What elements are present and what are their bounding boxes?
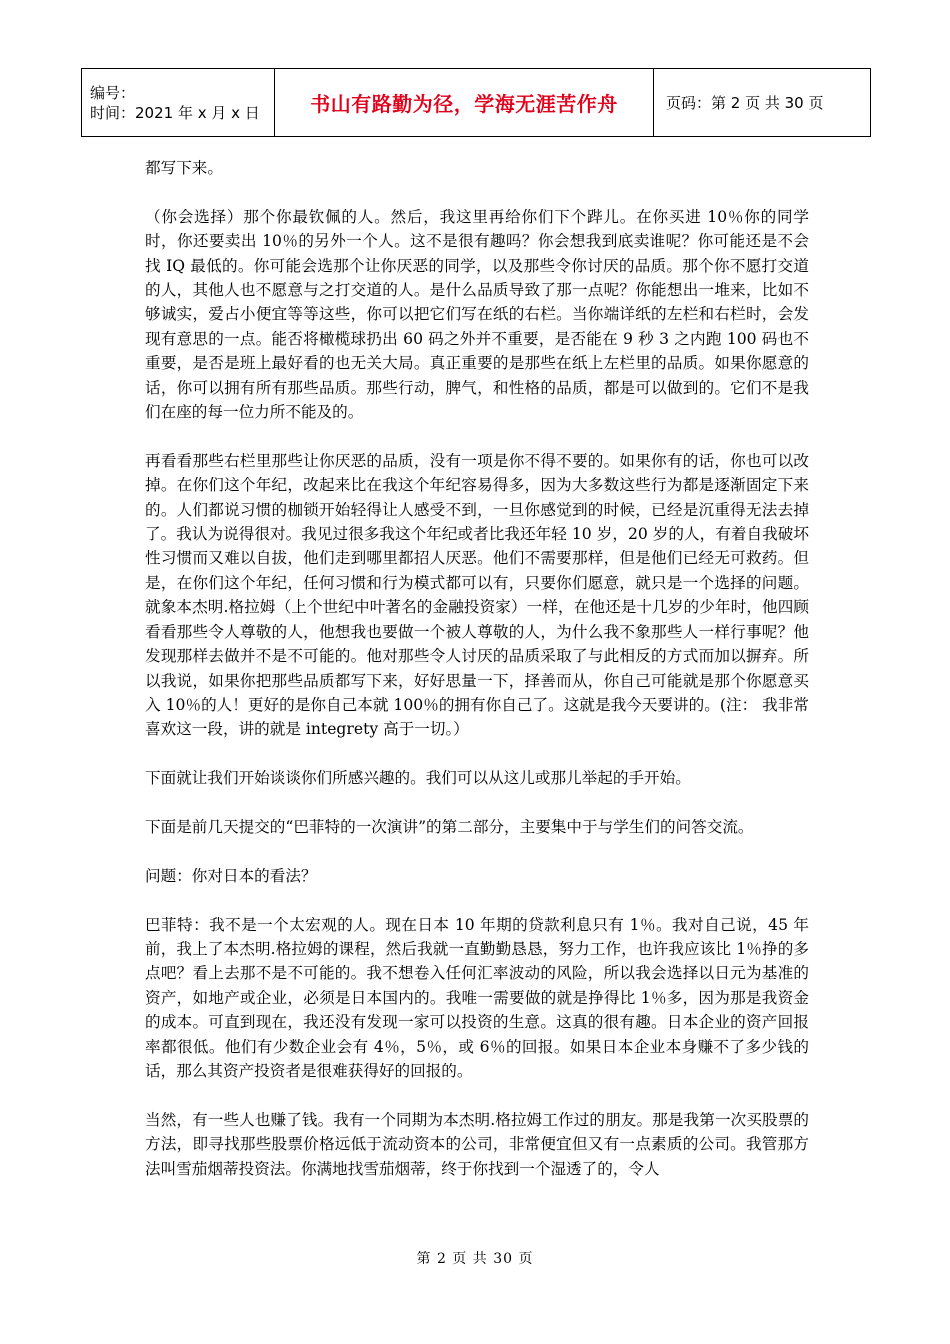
paragraph: 当然，有一些人也赚了钱。我有一个同期为本杰明.格拉姆工作过的朋友。那是我第一次买股票的方法，即寻找那些股票价格远低于流动资本的公司，非常便宜但又有一点素质的公司。我管那方法叫雪茄烟蒂投资法。你满地找雪茄烟蒂，终于你找到一个湿透了的，令人 (145, 1110, 809, 1178)
page-footer: 第 2 页 共 30 页 (416, 1251, 534, 1267)
header-page-cell (654, 69, 871, 137)
paragraph: 都写下来。 (145, 159, 223, 177)
paragraph: （你会选择）那个你最钦佩的人。然后，我这里再给你们下个跸儿。在你买进 10％你的同学时，你还要卖出 10％的另外一个人。这不是很有趣吗？你会想我到底卖谁呢？你可能还是不会找 IQ 最低的。你可能会选那个让你厌恶的同学，以及那些令你讨厌的品质。那个你不愿打交道的人，其他人也不愿意与之打交道的人。是什么品质导致了那一点呢？你能想出一堆来，比如不够诚实，爱占小便宜等等这些，你可以把它们写在纸的右栏。当你端详纸的左栏和右栏时，会发现有意思的一点。能否将橄榄球扔出 60 码之外并不重要，是否能在 9 秒 3 之内跑 100 码也不重要，是否是班上最好看的也无关大局。真正重要的是那些在纸上左栏里的品质。如果你愿意的话，你可以拥有所有那些品质。那些行动，脾气，和性格的品质，都是可以做到的。它们不是我们在座的每一位力所不能及的。 (145, 207, 809, 422)
document-number-label: 编号： (90, 83, 136, 102)
header-motto-cell (275, 69, 654, 137)
header-page-label: 页码：第 2 页 共 30 页 (666, 94, 824, 112)
header-meta-cell (82, 69, 275, 137)
paragraph: 下面就让我们开始谈谈你们所感兴趣的。我们可以从这儿或那儿举起的手开始。 (145, 769, 691, 788)
paragraph: 再看看那些右栏里那些让你厌恶的品质，没有一项是你不得不要的。如果你有的话，你也可以改掉。在你们这个年纪，改起来比在我这个年纪容易得多，因为大多数这些行为都是逐渐固定下来的。人们都说习惯的枷锁开始轻得让人感受不到，一旦你感觉到的时候，已经是沉重得无法去掉了。我认为说得很对。我见过很多我这个年纪或者比我还年轻 10 岁，20 岁的人，有着自我破坏性习惯而又难以自拔，他们走到哪里都招人厌恶。他们不需要那样，但是他们已经无可救药。但是，在你们这个年纪，任何习惯和行为模式都可以有，只要你们愿意，就只是一个选择的问题。就象本杰明.格拉姆（上个世纪中叶著名的金融投资家）一样，在他还是十几岁的少年时，他四顾看看那些令人尊敬的人，他想我也要做一个被人尊敬的人，为什么我不象那些人一样行事呢？他发现那样去做并不是不可能的。他对那些令人讨厌的品质采取了与此相反的方式而加以摒弃。所以我说，如果你把那些品质都写下来，好好思量一下，择善而从，你自己可能就是那个你愿意买入 10％的人！更好的是你自己本就 100％的拥有你自己了。这就是我今天要讲的。(注： 我非常喜欢这一段，讲的就是 integrety 高于一切。） (145, 451, 809, 739)
header-table (81, 68, 871, 137)
paragraph: 下面是前几天提交的“巴菲特的一次演讲”的第二部分，主要集中于与学生们的问答交流。 (145, 817, 754, 836)
document-date-label: 时间：2021 年 x 月 x 日 (90, 103, 260, 122)
paragraph: 巴菲特：我不是一个太宏观的人。现在日本 10 年期的贷款利息只有 1％。我对自己说，45 年前，我上了本杰明.格拉姆的课程，然后我就一直勤勤恳恳，努力工作，也许我应该比 1％挣的多点吧？看上去那不是不可能的。我不想卷入任何汇率波动的风险，所以我会选择以日元为基准的资产，如地产或企业，必须是日本国内的。我唯一需要做的就是挣得比 1％多，因为那是我资金的成本。可直到现在，我还没有发现一家可以投资的生意。这真的很有趣。日本企业的资产回报率都很低。他们有少数企业会有 4％，5％，或 6％的回报。如果日本企业本身赚不了多少钱的话，那么其资产投资者是很难获得好的回报的。 (145, 915, 809, 1080)
header-motto: 书山有路勤为径，学海无涯苦作舟 (310, 92, 618, 116)
paragraph: 问题：你对日本的看法？ (145, 866, 317, 885)
document-body (145, 156, 809, 1205)
